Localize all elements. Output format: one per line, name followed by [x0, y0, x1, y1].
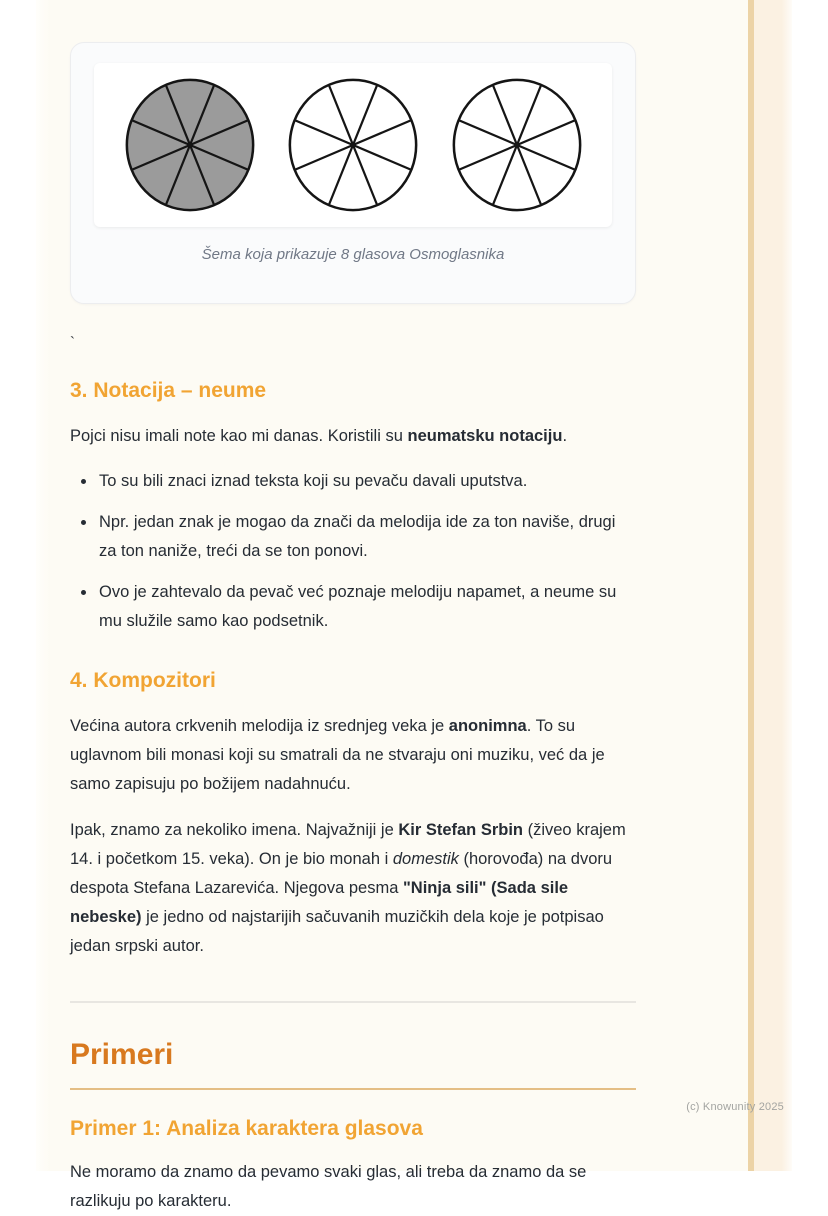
knowunity-watermark: (c) Knowunity 2025: [686, 1101, 784, 1113]
osmoglasnik-wheel-outline-1: [285, 75, 421, 215]
figure-caption: Šema koja prikazuje 8 glasova Osmoglasnika: [201, 246, 505, 263]
notacija-bullet-list: [70, 467, 636, 635]
osmoglasnik-wheel-outline-2: [449, 75, 585, 215]
list-item: • Npr. jedan znak je mogao da znači da melodija ide za ton naviše, drugi za ton naniže, treći da se ton ponovi.: [97, 508, 636, 566]
heading-primeri: Primeri: [70, 1037, 174, 1071]
osmoglasnik-wheel-filled: [122, 75, 258, 215]
paragraph-notacija-intro: Pojci nisu imali note kao mi danas. Koristili su neumatsku notaciju.: [70, 427, 568, 446]
section-divider: [70, 1001, 636, 1003]
heading-kompozitori: 4. Kompozitori: [70, 668, 216, 692]
list-item: • Ovo je zahtevalo da pevač već poznaje melodiju napamet, a neume su mu služile samo kao podsetnik.: [97, 578, 636, 636]
figure-card: [70, 42, 636, 304]
paragraph-kompozitori-1: Većina autora crkvenih melodija iz srednjeg veka je anonimna. To su uglavnom bili monasi koji su smatrali da ne stvaraju oni muziku, već da je samo zapisuju po božijem nadahnuću.: [70, 716, 605, 793]
document-content: [70, 42, 636, 1216]
document-page: [36, 0, 792, 1210]
osmoglasnik-figure: [94, 63, 612, 227]
paragraph-primer-1: Ne moramo da znamo da pevamo svaki glas, ali treba da znamo da se razlikuju po karakteru.: [70, 1163, 587, 1210]
stray-backtick-mark: `: [70, 334, 75, 351]
page-right-accent-strip: [754, 0, 792, 1171]
heading-notacija-neume: 3. Notacija – neume: [70, 379, 267, 402]
paragraph-kompozitori-2: Ipak, znamo za nekoliko imena. Najvažniji je Kir Stefan Srbin (živeo krajem 14. i početkom 15. veka). On je bio monah i domestik (horovođa) na dvoru despota Stefana Lazarevića. Njegova pesma "Ninja sili" (Sada sile nebeske) je jedno od najstarijih sačuvanih muzičkih dela koje je potpisao jedan srpski autor.: [70, 821, 626, 955]
list-item: • To su bili znaci iznad teksta koji su pevaču davali uputstva.: [97, 467, 636, 496]
primeri-accent-rule: [70, 1088, 636, 1090]
heading-primer-1: Primer 1: Analiza karaktera glasova: [70, 1116, 423, 1140]
